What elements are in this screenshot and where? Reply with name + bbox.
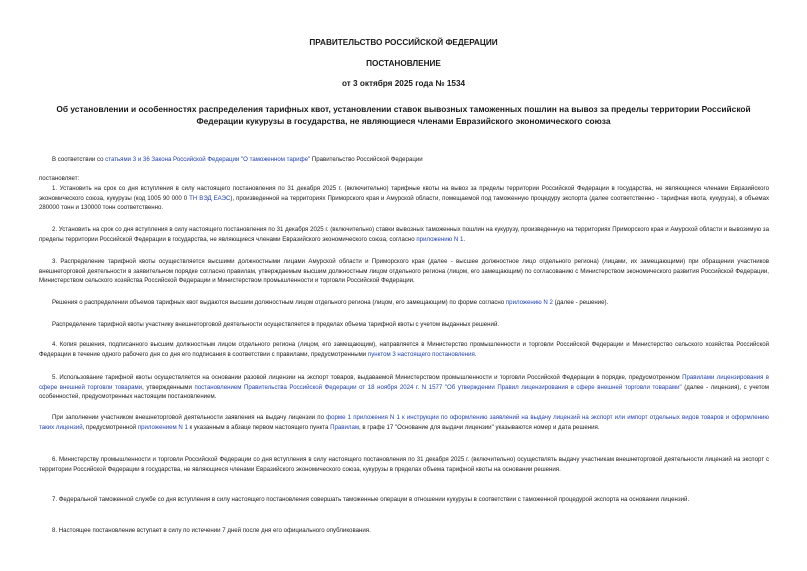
preamble-text: В соответствии со [52,156,106,163]
date-number-heading: от 3 октября 2025 года № 1534 [341,79,466,88]
paragraph-text: . [463,235,466,243]
appendix-link[interactable]: приложением N 1 [137,423,188,431]
paragraph-text: При заполнении участником внешнеторговой деятельности заявления на выдачу лицензии по [52,414,327,421]
paragraph-5 [39,373,769,402]
paragraph-3-distribution: Распределение тарифной квоты участнику внешнеторговой деятельности осуществляется в пределах объема тарифной квоты с учетом выданных решений. [52,321,500,328]
paragraph-text: 2. Установить на срок со дня вступления в силу настоящего постановления по 31 декабря 2025 г. (включительно) ставки вывозных таможенных пошлин на кукурузу, произведенную на территориях Приморского края и Амурской области и вывозимую за пределы территории Российской Федерации в государства, не являющиеся членами Евразийского экономического союза, согласно [39,226,769,243]
appendix-1-link[interactable]: приложению N 1 [416,235,464,243]
licensing-rules-link[interactable]: Правилами лицензирования в сфере внешней торговли товарами [39,374,769,391]
paragraph-1 [39,184,769,213]
form-1-link[interactable]: форме 1 приложения N 1 к инструкции по оформлению заявлений на выдачу лицензий на экспорт или импорт отдельных видов товаров и оформлению таких лицензий [39,414,770,431]
paragraph-text: 1. Установить на срок со дня вступления в силу настоящего постановления по 31 декабря 2025 г. (включительно) тарифные квоты на вывоз за пределы территории Российской Федерации в государства, не являющиеся членами Евразийского экономического союза, кукурузы (код 1005 90 000 0 [39,185,769,202]
paragraph-text: (далее - лицензия), с учетом особенностей, предусмотренных настоящим постановлением. [39,383,770,401]
paragraph-3: 3. Распределение тарифной квоты осуществляется высшими должностными лицами Амурской области и Приморского края (далее - высшее должностное лицо отдельного региона) (лицами, их замещающими) при обращении участников внешнеторговой деятельности в заявительном порядке согласно правилам, утверждаемым высшим должностным лицом отдельного региона (лицом, его замещающим) по согласованию с Министерством экономического развития Российской Федерации, Министерством сельского хозяйства Российской Федерации и Министерством промышленности и торговли Российской Федерации. [39,258,769,285]
preamble [39,155,769,165]
paragraph-2 [39,225,769,244]
paragraph-7: 7. Федеральной таможенной службе со дня вступления в силу настоящего постановления совершать таможенные операции в отношении кукурузы в соответствии с таможенной процедурой экспорта на основании лицензий. [52,496,690,503]
paragraph-text: 5. Использование тарифной квоты осуществляется на основании разовой лицензии на экспорт товаров, выдаваемой Министерством промышленности и торговли Российской Федерации в порядке, предусмотренном [52,374,683,381]
paragraph-text: Решения о распределении объемов тарифных квот выдаются высшим должностным лицом отдельного региона (лицом, его замещающим) по форме согласно [52,299,506,306]
authority-heading: ПРАВИТЕЛЬСТВО РОССИЙСКОЙ ФЕДЕРАЦИИ [309,38,498,47]
resolves-line: постановляет: [39,175,80,182]
paragraph-3-decisions [39,298,769,308]
paragraph-6: 6. Министерству промышленности и торговли Российской Федерации со дня вступления в силу настоящего постановления по 31 декабря 2025 г. (включительно) осуществлять выдачу участникам внешнеторговой деятельности лицензий на экспорт с территории Российской Федерации в государства, не являющиеся членами Евразийского экономического союза, кукурузы в пределах объема тарифной квоты на основании решения. [39,456,769,473]
paragraph-text: (далее - решение). [552,299,609,306]
law-link[interactable]: статьями 3 и 36 Закона Российской Федерации "О таможенном тарифе" [105,156,311,163]
paragraph-text: 4. Копия решения, подписанного высшим должностным лицом отдельного региона (лицом, его замещающим), направляется в Министерство промышленности и торговли Российской Федерации и Министерство сельского хозяйства Российской Федерации в течение одного рабочего дня со дня его подписания в соответствии с правилами, предусмотренными [39,341,769,358]
paragraph-text: , предусмотренной [82,423,138,431]
paragraph-text: . [474,350,477,358]
paragraph-text: , в графе 17 "Основание для выдачи лицензии" указываются номер и дата решения. [359,423,600,431]
paragraph-text: ), произведенной на территориях Приморского края и Амурской области, помещаемой под таможенную процедуру экспорта (далее соответственно - тарифная квота, кукуруза), в объемах 280000 тонн и 130000 тонн соответственно. [39,194,770,212]
document-type-heading: ПОСТАНОВЛЕНИЕ [366,59,441,68]
tn-ved-link[interactable]: ТН ВЭД ЕАЭС [189,194,231,202]
preamble-text-end: Правительство Российской Федерации [310,156,423,163]
paragraph-5-application [39,413,769,432]
paragraph-8: 8. Настоящее постановление вступает в силу по истечении 7 дней после дня его официального опубликования. [52,527,371,534]
resolution-1577-link[interactable]: постановлением Правительства Российской Федерации от 18 ноября 2024 г. N 1577 "Об утверждении Правил лицензирования в сфере внешней торговли товарами" [194,383,682,391]
document-subject: Об установлении и особенностях распределения тарифных квот, установлении ставок вывозных таможенных пошлин на вывоз за пределы территории Российской Федерации кукурузы в государства, не являющиеся членами Евразийского экономического союза [56,104,751,126]
appendix-2-link[interactable]: приложению N 2 [505,299,553,306]
paragraph-text: , утвержденными [142,383,195,391]
paragraph-4 [39,340,769,359]
rules-link[interactable]: Правилам [330,423,360,431]
clause-3-link[interactable]: пунктом 3 настоящего постановления [367,350,475,358]
paragraph-text: к указанным в абзаце первом настоящего пункта [187,423,331,431]
